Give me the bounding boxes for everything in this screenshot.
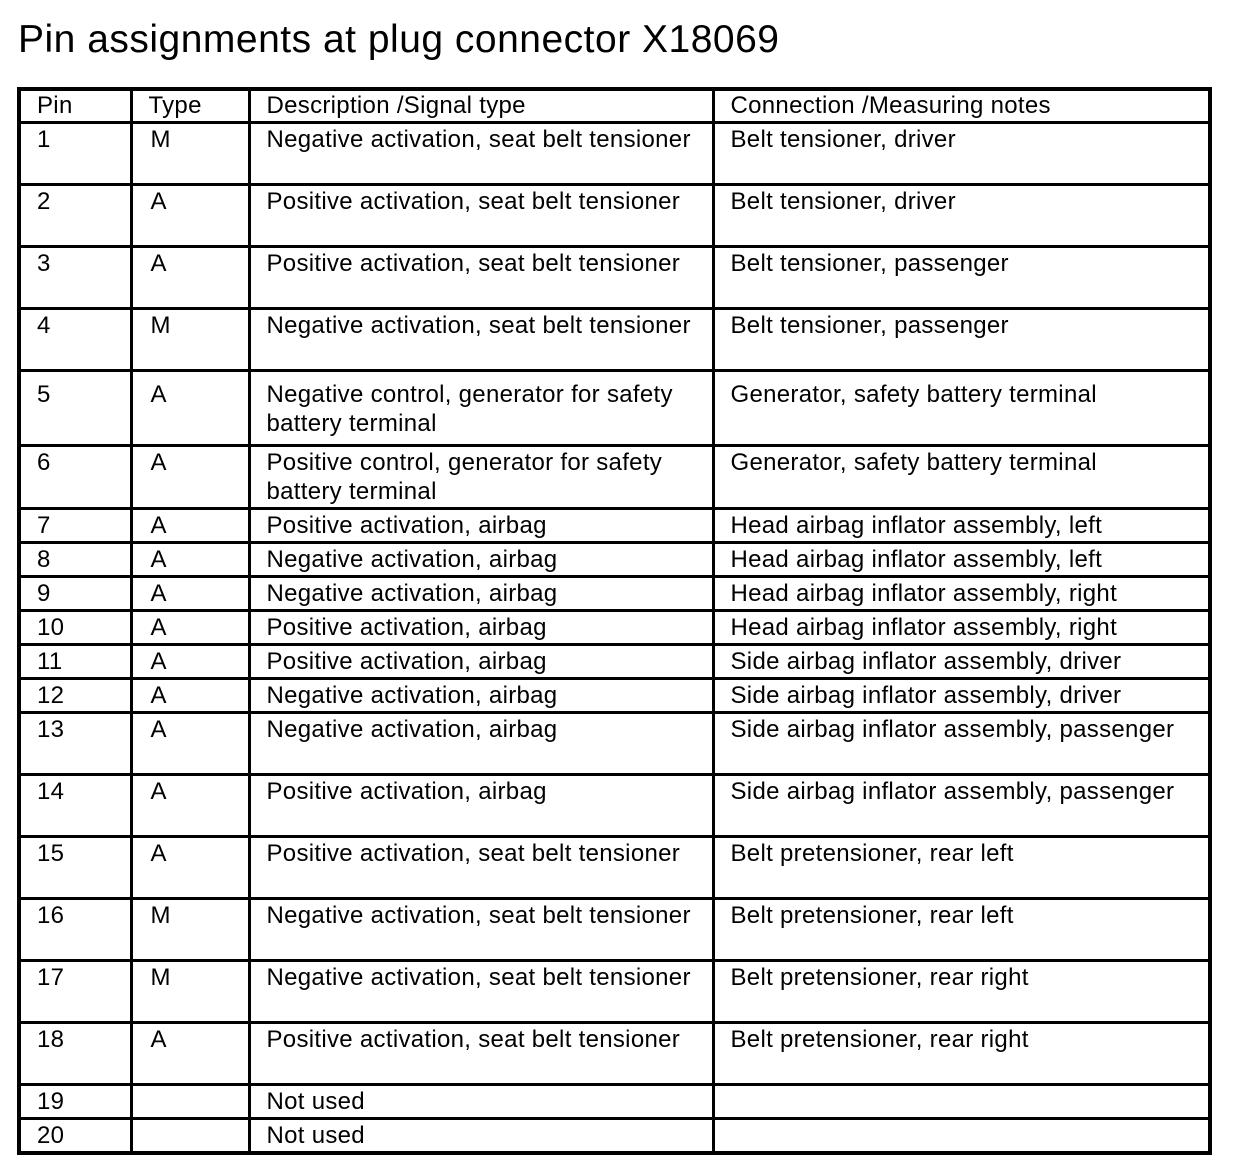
table-row [19, 679, 1210, 713]
table-header-row [19, 89, 1210, 123]
type-cell: M [131, 309, 249, 371]
connection-cell: Side airbag inflator assembly, passenger [713, 775, 1210, 837]
pin-cell: 19 [19, 1085, 131, 1119]
table-row [19, 446, 1210, 509]
connection-cell: Generator, safety battery terminal [713, 371, 1210, 446]
table-row [19, 1119, 1210, 1154]
connection-cell: Belt pretensioner, rear left [713, 899, 1210, 961]
table-row [19, 645, 1210, 679]
table-row [19, 611, 1210, 645]
description-cell: Positive activation, seat belt tensioner [249, 185, 713, 247]
connection-cell: Head airbag inflator assembly, right [713, 611, 1210, 645]
pin-cell: 3 [19, 247, 131, 309]
pin-cell: 17 [19, 961, 131, 1023]
description-cell: Negative activation, seat belt tensioner [249, 899, 713, 961]
pin-cell: 15 [19, 837, 131, 899]
connection-cell: Belt tensioner, driver [713, 123, 1210, 185]
pin-cell: 4 [19, 309, 131, 371]
type-cell: A [131, 645, 249, 679]
connection-cell [713, 1085, 1210, 1119]
pin-cell: 10 [19, 611, 131, 645]
description-cell: Positive activation, airbag [249, 645, 713, 679]
description-cell: Negative activation, seat belt tensioner [249, 123, 713, 185]
table-row [19, 713, 1210, 775]
pin-cell: 7 [19, 509, 131, 543]
pin-cell: 11 [19, 645, 131, 679]
table-row [19, 1085, 1210, 1119]
pin-assignment-table [17, 87, 1212, 1155]
page-title: Pin assignments at plug connector X18069 [18, 18, 780, 61]
connection-cell [713, 1119, 1210, 1154]
connection-cell: Belt tensioner, driver [713, 185, 1210, 247]
description-cell: Negative control, generator for safety battery terminal [249, 371, 713, 446]
description-cell: Positive activation, airbag [249, 509, 713, 543]
description-cell: Not used [249, 1119, 713, 1154]
description-cell: Negative activation, airbag [249, 713, 713, 775]
header-description: Description /Signal type [249, 89, 713, 123]
connection-cell: Generator, safety battery terminal [713, 446, 1210, 509]
connection-cell: Belt pretensioner, rear right [713, 1023, 1210, 1085]
pin-cell: 20 [19, 1119, 131, 1154]
pin-cell: 12 [19, 679, 131, 713]
pin-cell: 6 [19, 446, 131, 509]
description-cell: Positive activation, airbag [249, 611, 713, 645]
description-cell: Negative activation, seat belt tensioner [249, 309, 713, 371]
connection-cell: Side airbag inflator assembly, passenger [713, 713, 1210, 775]
description-cell: Positive activation, seat belt tensioner [249, 247, 713, 309]
table-row [19, 837, 1210, 899]
pin-cell: 14 [19, 775, 131, 837]
type-cell: A [131, 543, 249, 577]
type-cell: M [131, 961, 249, 1023]
description-cell: Negative activation, airbag [249, 679, 713, 713]
table-row [19, 509, 1210, 543]
description-cell: Positive activation, seat belt tensioner [249, 837, 713, 899]
pin-cell: 18 [19, 1023, 131, 1085]
pin-cell: 5 [19, 371, 131, 446]
type-cell: A [131, 713, 249, 775]
table-row [19, 309, 1210, 371]
connection-cell: Side airbag inflator assembly, driver [713, 679, 1210, 713]
header-type: Type [131, 89, 249, 123]
type-cell: M [131, 899, 249, 961]
type-cell [131, 1085, 249, 1119]
type-cell: A [131, 577, 249, 611]
type-cell: A [131, 611, 249, 645]
description-cell: Positive control, generator for safety battery terminal [249, 446, 713, 509]
connection-cell: Belt tensioner, passenger [713, 309, 1210, 371]
description-cell: Not used [249, 1085, 713, 1119]
pin-cell: 13 [19, 713, 131, 775]
type-cell: A [131, 185, 249, 247]
connection-cell: Head airbag inflator assembly, left [713, 543, 1210, 577]
pin-cell: 1 [19, 123, 131, 185]
header-pin: Pin [19, 89, 131, 123]
pin-cell: 8 [19, 543, 131, 577]
type-cell: A [131, 679, 249, 713]
connection-cell: Belt pretensioner, rear right [713, 961, 1210, 1023]
type-cell: M [131, 123, 249, 185]
header-connection: Connection /Measuring notes [713, 89, 1210, 123]
connection-cell: Head airbag inflator assembly, right [713, 577, 1210, 611]
type-cell: A [131, 247, 249, 309]
type-cell: A [131, 837, 249, 899]
description-cell: Positive activation, airbag [249, 775, 713, 837]
pin-cell: 9 [19, 577, 131, 611]
type-cell: A [131, 446, 249, 509]
table-row [19, 543, 1210, 577]
connection-cell: Side airbag inflator assembly, driver [713, 645, 1210, 679]
type-cell [131, 1119, 249, 1154]
table-row [19, 371, 1210, 446]
table-row [19, 775, 1210, 837]
description-cell: Negative activation, airbag [249, 543, 713, 577]
table-row [19, 899, 1210, 961]
table-row [19, 247, 1210, 309]
description-cell: Positive activation, seat belt tensioner [249, 1023, 713, 1085]
type-cell: A [131, 775, 249, 837]
pin-cell: 2 [19, 185, 131, 247]
connection-cell: Belt tensioner, passenger [713, 247, 1210, 309]
pin-cell: 16 [19, 899, 131, 961]
description-cell: Negative activation, seat belt tensioner [249, 961, 713, 1023]
type-cell: A [131, 509, 249, 543]
table-row [19, 961, 1210, 1023]
type-cell: A [131, 1023, 249, 1085]
connection-cell: Belt pretensioner, rear left [713, 837, 1210, 899]
table-row [19, 577, 1210, 611]
table-row [19, 1023, 1210, 1085]
table-row [19, 123, 1210, 185]
description-cell: Negative activation, airbag [249, 577, 713, 611]
type-cell: A [131, 371, 249, 446]
connection-cell: Head airbag inflator assembly, left [713, 509, 1210, 543]
table-row [19, 185, 1210, 247]
